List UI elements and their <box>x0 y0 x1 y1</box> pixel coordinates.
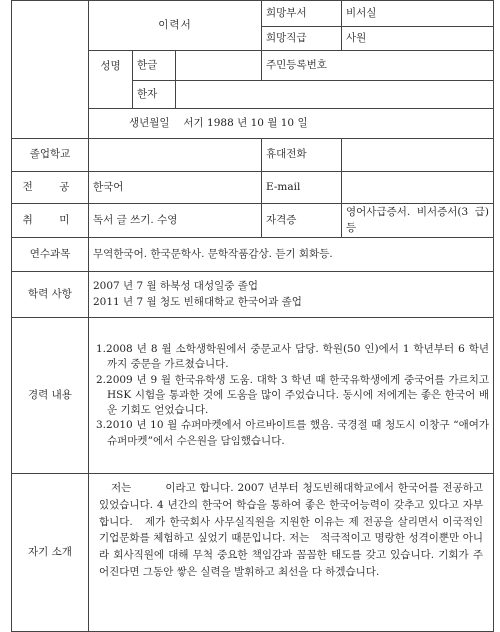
photo-box <box>12 1 89 139</box>
courses-label: 연수과목 <box>12 238 89 272</box>
desired-position-value: 사원 <box>342 27 494 51</box>
major-label: 전 공 <box>12 172 89 204</box>
resume-form <box>11 0 494 632</box>
birth-date: 생년월일 서기 1988 년 10 월 10 일 <box>89 109 494 139</box>
cert-label: 자격증 <box>262 204 342 238</box>
education-label: 학력 사항 <box>12 272 89 318</box>
career-label: 경력 내용 <box>12 318 89 474</box>
courses-value: 무역한국어. 한국문학사. 문학작품감상. 듣기 회화등. <box>89 238 494 272</box>
desired-position-label: 희망직급 <box>262 27 342 51</box>
intro-label: 자기 소개 <box>12 474 89 632</box>
resume-title: 이력서 <box>89 1 262 51</box>
career-item: 3.2010 년 10 월 슈퍼마켓에서 아르바이트를 했음. 국경절 때 청도시 이창구 “애여가 슈퍼마켓”에서 수은원을 담임했습니다. <box>96 419 490 447</box>
email-value <box>342 172 494 204</box>
resident-no-label: 주민등록번호 <box>262 51 494 81</box>
hanja-label: 한자 <box>133 81 176 109</box>
education-line: 2011 년 7 월 청도 빈해대학교 한국어과 졸업 <box>93 295 302 308</box>
hanja-value <box>176 81 494 109</box>
mobile-label: 휴대전화 <box>262 139 342 172</box>
mobile-value <box>342 139 494 172</box>
career-value <box>89 318 494 474</box>
desired-dept-value: 비서실 <box>342 1 494 27</box>
school-label: 졸업학교 <box>12 139 89 172</box>
cert-value: 영어사급증서. 비서증서(3 급) 등 <box>342 204 494 238</box>
email-label: E-mail <box>262 172 342 204</box>
major-value: 한국어 <box>89 172 262 204</box>
career-item: 1.2008 년 8 월 소학생학원에서 중문교사 담당. 학원(50 인)에서 1 학년부터 6 학년까지 중문을 가르쳤습니다. <box>96 343 490 371</box>
hangul-value <box>176 51 262 81</box>
hobby-value: 독서 글 쓰기. 수영 <box>89 204 262 238</box>
name-label: 성명 <box>89 51 133 109</box>
desired-dept-label: 희망부서 <box>262 1 342 27</box>
career-item: 2.2009 년 9 월 한국유학생 도움. 대학 3 학년 때 한국유학생에게 중국어를 가르치고 HSK 시험을 통과한 것에 도움을 많이 주었습니다. 동시에 저에게는 좋은 한국어 배운 기회도 얻었습니다. <box>96 373 490 417</box>
hobby-label: 취 미 <box>12 204 89 238</box>
intro-text: 저는 이라고 합니다. 2007 년부터 청도빈해대학교에서 한국어를 전공하고 있었습니다. 4 년간의 한국어 학습을 통하여 좋은 한국어능력이 갖추고 있다고 자부합니다. 제가 한국회사 사무실직원을 지원한 이유는 제 전공을 살리면서 이국적인 기업문화를 체험하고 싶었기 때문입니다. 저는 적극적이고 명랑한 성격이뿐만 아니라 회사직원에 대해 무척 중요한 책임감과 꼼꼼한 태도를 갖고 있습니다. 기회가 주어진다면 그동안 쌓은 실력을 발휘하고 최선을 다 하겠습니다. <box>99 482 484 578</box>
education-line: 2007 년 7 월 하북성 대성일중 졸업 <box>93 280 259 293</box>
school-value <box>89 139 262 172</box>
hangul-label: 한글 <box>133 51 176 81</box>
education-value <box>89 272 494 318</box>
intro-value <box>89 474 494 632</box>
